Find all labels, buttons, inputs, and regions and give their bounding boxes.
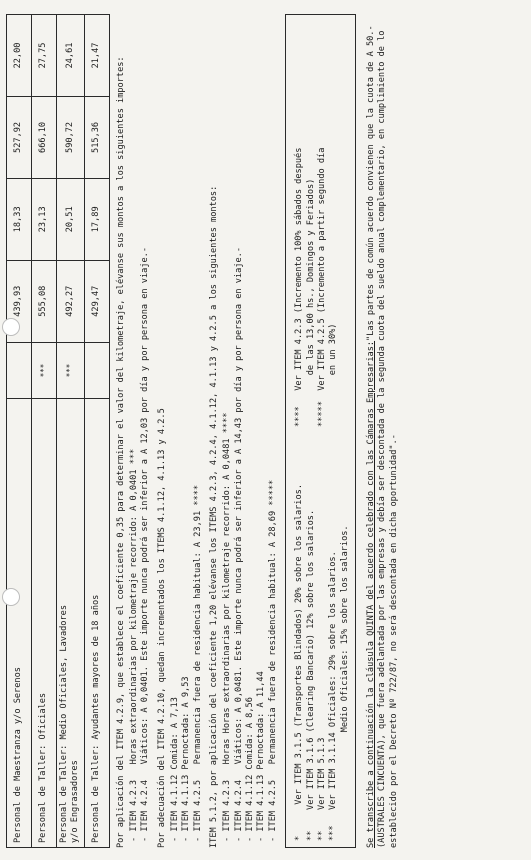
table-cell-mark	[84, 342, 109, 399]
table-row	[84, 15, 109, 848]
table-cell-mark: ***	[57, 342, 85, 399]
table-cell-value: 22,00	[7, 15, 32, 97]
item-list-4-2-9	[129, 14, 152, 848]
table-cell-value: 590,72	[57, 96, 85, 178]
list-item: de las 13,00 hs., Domingos y Feriados)	[305, 178, 316, 427]
footnotes-right	[294, 21, 351, 435]
table-cell-category: Personal de Taller: Medio Oficiales, Lavadores y/o Engrasadores	[57, 399, 85, 848]
paragraph-item-4-2-10: Por adecuación del ITEM 4.2.10, quedan incrementados los ITEMS 4.1.12, 4.1.13 y 4.2.5	[156, 408, 167, 848]
table-cell-value: 429,47	[84, 260, 109, 342]
table-cell-value: 21,47	[84, 15, 109, 97]
list-item: - ITEM 4.2.5 Permanencia fuera de residencia habitual: A 28,69 *****	[267, 479, 278, 842]
table-cell-value: 666,10	[32, 96, 57, 178]
list-item: - ITEM 4.2.3 Horas extraordinarias por kilometraje recorrido: A 0,0401 ***	[129, 448, 140, 842]
footnotes-box	[285, 14, 356, 848]
list-item: ** Ver ITEM 3.1.6 (Clearing Bancario) 12% sobre los salarios.	[305, 509, 316, 841]
table-cell-category: Personal de Taller: Oficiales	[32, 399, 57, 848]
list-item: *** Ver ITEM 3.1.14 Oficiales: 29% sobre los salarios.	[328, 551, 339, 841]
list-item: ** Ver ITEM 5.1.3	[316, 737, 327, 841]
table-cell-value: 17,89	[84, 178, 109, 260]
list-item: - ITEM 4.2.4 Viáticos: A 0,0481. Este importe nunca podrá ser inferior a A 14,43 por día y por persona en viaje.-	[233, 247, 244, 842]
table-cell-mark	[7, 342, 32, 399]
table-row	[32, 15, 57, 848]
closing-clause	[366, 14, 400, 848]
list-item: - ITEM 4.1.12 Comida: A 7,13	[170, 697, 181, 842]
item-list-5-1-2	[222, 14, 279, 848]
footnotes-left	[294, 435, 351, 841]
table-cell-value: 439,93	[7, 260, 32, 342]
paragraph-item-5-1-2: ITEM 5.1.2, por aplicación del coeficiente 1,20 elévanse los ITEMS 4.2.3, 4.2.4, 4.1.12, 4.1.13 y 4.2.5 a los siguientes montos:	[209, 185, 220, 848]
table-cell-value: 555,08	[32, 260, 57, 342]
hole-punch-mark	[2, 588, 20, 606]
table-cell-category: Personal de Taller: Ayudantes mayores de 18 años	[84, 399, 109, 848]
table-cell-value: 18,33	[7, 178, 32, 260]
table-cell-category: Personal de Maestranza y/o Serenos	[7, 399, 32, 848]
table-row	[7, 15, 32, 848]
list-item: - ITEM 4.1.12 Comida: A 8,56	[245, 697, 256, 842]
table-cell-value: 23,13	[32, 178, 57, 260]
paragraph-item-4-2-9: Por aplicación del ITEM 4.2.9, que establece el coeficiente 0,35 para determinar el valor del kilometraje, elévanse sus montos a los siguientes importes:	[115, 56, 126, 848]
table-cell-value: 492,27	[57, 260, 85, 342]
list-item: * Ver ITEM 3.1.5 (Transportes Blindados) 20% sobre los salarios.	[294, 484, 305, 841]
list-item: - ITEM 4.1.13 Pernoctada: A 9,53	[181, 676, 192, 842]
table-cell-value: 20,51	[57, 178, 85, 260]
table-cell-value: 24,61	[57, 15, 85, 97]
salary-table	[6, 14, 110, 848]
table-row	[57, 15, 85, 848]
list-item: **** Ver ITEM 4.2.3 (Incremento 100% sábados después	[294, 147, 305, 427]
closing-underlined: Se transcribe a continuación la cláusula QUINTA del acuerdo celebrado con las Cámaras Empresarias:	[365, 340, 376, 848]
table-cell-value: 27,75	[32, 15, 57, 97]
item-list-4-2-10	[170, 14, 204, 848]
list-item: - ITEM 4.2.4 Viáticos: A 0,0401. Este importe nunca podrá ser inferior a A 12,03 por día y por persona en viaje.-	[140, 247, 151, 842]
list-item: Medio Oficiales: 15% sobre los salarios.	[339, 525, 350, 841]
list-item: en un 30%)	[328, 323, 339, 427]
closing-text: "Las partes de común acuerdo convienen que la cuota de A 50.- (AUSTRALES CINCUENTA), que fuera adelantada por las empresas y debía ser descontada de la segunda cuota del sueldo anual complementario, en cumplimiento de lo establecido por el Decreto Nº 722/87, no será descontada en dicha oportunidad".-	[365, 20, 399, 848]
table-cell-mark: ***	[32, 342, 57, 399]
list-item: - ITEM 4.2.3 Horas Horas extraordinarias por kilometraje recorrido: A 0,0481 ****	[222, 412, 233, 842]
list-item: - ITEM 4.1.13 Pernoctada: A 11,44	[256, 671, 267, 842]
table-cell-value: 515,36	[84, 96, 109, 178]
list-item: - ITEM 4.2.5 Permanencia fuera de residencia habitual: A 23,91 ****	[192, 485, 203, 842]
list-item: ***** Ver ITEM 4.2.5 (Incremento a partir segundo día	[316, 147, 327, 427]
table-cell-value: 527,92	[7, 96, 32, 178]
hole-punch-mark	[2, 318, 20, 336]
